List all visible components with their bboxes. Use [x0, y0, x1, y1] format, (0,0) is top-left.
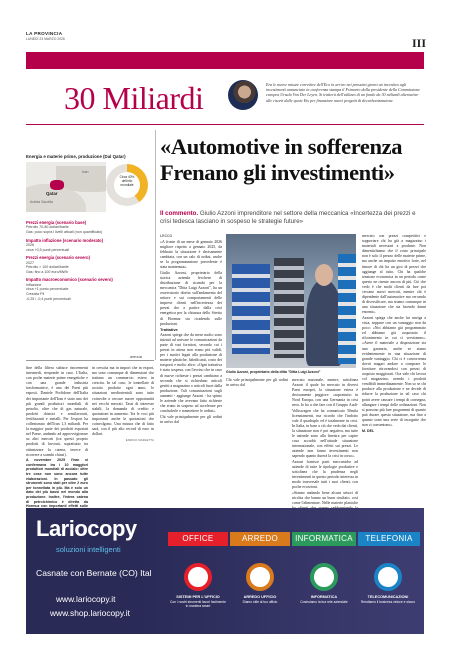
donut-chart	[106, 164, 148, 206]
info-section-header: Prezzi energia (scenario base)	[26, 220, 87, 225]
sidebar-kicker: A novembre 2025 l'Iran si confermava tra i 10 maggiori produttori mondiali di acciaio: oltre tre cose non sono ancora tutte elaborazioni. In passato gli strumenti sono stati per oltre 2 euro per tonnellata in più. Ma è solo un dato dei più bassi nel mondo alla produzione. Inoltre, l'intera catena di petrolchimico è diretta da Hormuz con importanti effetti sulle	[26, 458, 88, 509]
col3-p2: Azzoni spiega che anche lui naviga a vista, seppure con un vantaggio non da poco: «Noi abbiamo già programmato ed abbiamo già acquistato il rifornimento in cui ci serviranno». «Avere il materiale a disposizione sia una garanzia, anche se siamo evidentemente in una situazione di grande vantaggio. Chi ci è concorrenza dovrà magari andare a comprare le forniture ritrovandosi con prezzi di acquisto maggiorati. Ora vale chi lavora col magazzino, avendo i prodotti vendibili immediatamente. Non so se chi produce alla produzione e ne decide di ridurre la produzione in tal caso chi potrà avere causare i tempi di consegna, allungare i tempi delle ordinazioni. Non si possono più fare programmi di quanto può durare questa situazione, ma fino a quanto sono una serie di incognite che non ci consentono».	[362, 316, 426, 427]
sidebar-col1-text: fine della filiera subisce rincrementi intermedi, riesponde in caso. L'Italia, con poche materie prime energetiche e con una grande industria trasformatrice, è uno dei Paesi più esposti. Daniele Porfidone dell'Italia dei importante dell'Iran è stato uno dei più grandi produttori mondiali di petrolio, oltre che di gas naturale, prodotti chimici e semilavorati, fertilizzanti e metalli. Per l'export ha collezionato dell'Iran 1,3 miliardi. Per la maggior parte dei prodotti esportati nel Paese, andando ad approvvigionare su altri mercati (tra questi proprio prodotti di lavorati, soprattutto tra ottimizzare la catena, invece di ricorrere a scambi chiusi).	[26, 366, 88, 457]
tab-arredo: ARREDO	[230, 532, 290, 546]
infographic	[26, 130, 153, 360]
service-desc: Diamo stile al tuo ufficio	[242, 600, 278, 604]
signature: M. DEL	[362, 428, 375, 433]
service-title: SISTEMI PER L'UFFICIO	[176, 595, 220, 599]
tab-telefonia: TELEFONIA	[358, 532, 420, 546]
info-section-line: Petrolio > 100 dollari/barile	[26, 265, 69, 270]
map-label-iran: Iran	[82, 170, 89, 174]
service-desc: Rendiamo il business veloce e sicuro	[360, 600, 416, 604]
article-title-line2: Frenano gli investimenti»	[160, 160, 395, 185]
col2-p1: mercato nazionale, mentre, sottolinea Azzoni il quale ha mercato in diversi Paesi europei, la situazione estera è decisamente peggiore: «soprattutto in Nord Europa, con una Germania in crisi nera. Io ho a che fare con il Gruppo Audi-Volkswagen che ha comunicato 50mila licenziamenti, ma ricordo che l'indotto vale il quadruplo ed è totalmente in crisi. In Italia, in base a ciò che vedo dai clienti, la situazione non è poi negativa, ma tutte le aziende sono alla finestra per capire cosa accadrà nell'attuale situazione internazionale, con effetti sui prezzi. Le aziende non fanno investimenti non sapendo quanto durerà la crisi in corso».	[292, 378, 358, 459]
article-kicker: Il commento.	[160, 210, 199, 217]
service-title: ARREDO UFFICIO	[243, 595, 277, 599]
col1-p4: Chi vale principalmente per gli ordini in arrivo dal	[160, 414, 222, 424]
chair-icon	[246, 563, 274, 591]
service-office	[170, 563, 226, 608]
cloud-icon	[310, 563, 338, 591]
service-desc: Con i nostri strumenti lavori facilmente in maniera smart	[170, 600, 226, 609]
info-section-line: Crescita Pil	[26, 291, 45, 296]
info-section-line: Petrolio 70-80 dollari/barile	[26, 225, 69, 230]
article-title	[160, 134, 426, 186]
map-label-saudi: Arabia Saudita	[30, 200, 53, 204]
photo-caption: Giulio Azzoni, proprietario della ditta "Ditta Luigi Azzoni"	[226, 370, 321, 374]
service-desc: Costruiamo la tua rete aziendale	[300, 600, 348, 604]
article-col-1	[160, 234, 222, 425]
printer-icon	[184, 563, 212, 591]
col3-p1: mercato con prezzi competitivi e sopportare chi ha già a magazzino i materiali necessari a produrre. Non dimentichiamo che il costo principale non è solo il prezzo delle materie prime, ma anche un impatto emotivo forte, nel timore di chi ha un giro di prezzi che aggiunge al tutto. Chi ha qualche tensione economica in un periodo come questo ne risente ancora di più. Ciò che vedo è che molti clienti da fare poi cercano nuovi mercati, mentre chi è dipendente dall'automotive ma cercando di diversificare, ma stiamo comunque in una situazione che sta facendo danni enormi».	[362, 234, 426, 315]
info-section-line: Gas: fino a 100 euro/MWh	[26, 269, 68, 274]
article-title-line1: «Automotive in sofferenza	[160, 134, 403, 159]
info-section-line: circa +0,5 punti percentuali	[26, 247, 70, 252]
quote-text: Era le nuove misure correttive dell'Eco in arrivo nei prossimi giorni un incentivo agli investimenti annunciato in conferenza stampa il Frimario dalla presidente della Commissione europea Ursula Von Der Leyen. Si tratterà dell'utilizzo di un fondo da 30 miliardi alternative alle risorti dalle quote Ets per finanziare nuovi progetti di decarbonizzazione.	[266, 82, 421, 103]
ad-tagline: soluzioni intelligenti	[56, 545, 121, 554]
issue-date: LUNEDÌ 23 MARZO 2026	[26, 37, 65, 41]
ad-brand: Lariocopy	[36, 516, 137, 541]
service-arredo	[232, 563, 288, 604]
info-section	[26, 255, 153, 274]
article-col-2a	[226, 378, 288, 389]
article-subtitle	[160, 210, 426, 226]
info-section-line: -0,25 / -0,4 punti percentuali	[26, 296, 71, 301]
col2-p3: «Stanno andando bene alcuni settori di nicchia che hanno un buon risultato, così come l'alimentare. Nelle materie plastiche	[292, 491, 358, 506]
article-photo	[226, 234, 356, 368]
col1-p2: Giulio Azzoni, proprietario della storica azienda lecchese di distribuzione di ricambi per la meccanica "Ditta Luigi Azzoni", ha un osservatorio diretto sull'andamento del settore e sui comportamenti delle imprese clienti nell'incertezza dei prezzi che a partire dalla crisi energetica per la chiusura dello Stretto di Hormuz sta ricadendo sulle produzioni.	[160, 270, 222, 326]
info-section	[26, 238, 153, 253]
infographic-title: Energia e materie prime, produzione (Dal Qatar)	[26, 154, 126, 159]
tab-informatica: INFORMATICA	[292, 532, 356, 546]
sidebar-col2-text: in crescita ma in import che in export, ma sono comunque di dimensioni che trattano un commercio estero in crescita. In tal caso, le tonnellate di acciaio prodotte ogni anno, le situazioni mediorientali sono tutte coinvolte a cercare nuove opportunità nei vecchi mercati. Tassi di interesse stabili, la domanda di credito e quotazioni in aumento. Tra le voci più importanti anche le quotazioni che coinvolgono. Una misura che di fatto sarà, con il più alto record di euro in dollari.	[92, 366, 154, 437]
service-title: INFORMATICA	[310, 595, 338, 599]
info-section-line: circa +1 punto percentuale	[26, 287, 69, 292]
portrait-photo	[228, 80, 258, 110]
big-number: 30 Miliardi	[64, 80, 204, 116]
page-number: III	[412, 36, 427, 50]
col2a-p1: Chi vale principalmente per gli ordini in arrivo dal	[226, 378, 288, 388]
info-section-line: Inflazione	[26, 282, 42, 287]
section-head: Trattative	[160, 327, 178, 333]
map-label-qatar: Qatar	[46, 191, 58, 196]
info-section-line: 2027	[26, 260, 34, 265]
ad-address: Casnate con Bernate (CO) Ital	[36, 568, 152, 578]
info-section-header: Impatto macroeconomico (scenario severo)	[26, 277, 113, 283]
service-title: TELECOMUNICAZIONI	[367, 595, 409, 599]
sidebar-credit: ENRICO MARLETTA	[125, 437, 154, 442]
info-section-header: Prezzi energia (scenario severo)	[26, 255, 91, 261]
article-col-3	[362, 234, 426, 434]
map-graphic	[26, 162, 106, 212]
masthead-band	[26, 52, 424, 69]
paper-name: LA PROVINCIA	[26, 31, 63, 36]
col1-p1: «A fronte di un mese di gennaio 2026 migliore rispetto a gennaio 2025, da febbraio la situazione è decisamente cambiata, con un calo di ordini, anche se la programmazione precedente è stata mantenuta».	[160, 239, 222, 270]
service-telefonia	[360, 563, 416, 604]
service-informatica	[296, 563, 352, 604]
article-col-2	[292, 378, 358, 527]
sidebar-col-1	[26, 366, 88, 514]
info-section-header: Impatto inflazione (scenario moderato)	[26, 237, 104, 243]
radio-icon	[374, 563, 402, 591]
byline: LECCO	[160, 234, 173, 238]
info-section-line: 2026	[26, 243, 34, 247]
ad-website[interactable]: www.lariocopy.it	[56, 594, 116, 604]
col1-p3: Azzoni spiega che da mese molto sono iniziati ad arrivare le comunicazioni da parte di vari fornitori, secondo cui i prezzi in attesa non erano più validi, per i motivi legati alla produzione di materie plastiche, lubrificanti, costo dei trasporti e molto altro: «Ogni trattativa è stata sospesa, con l'avviso che in caso di nuove richieste i prezzi cambiano a seconda che si richiedano articoli gestiti a magazzino o articoli fuori dalla produzione. Tali comunicazioni sugli aumenti - aggiunge Azzoni - ha spinto le aziende che avevano fatto richieste che erano in sospeso ad accelerare per concluderle e trasmettere le ordini».	[160, 332, 223, 414]
tab-office: OFFICE	[168, 532, 228, 546]
donut-label: Circa 40% dell'elio mondiale	[119, 175, 135, 187]
info-section	[26, 277, 153, 301]
info-section-line: Gas: poco sopra i livelli attuali (non quantificato)	[26, 230, 103, 234]
col2-p2: Azzoni fornisce parti meccaniche ad aziende di tutte le tipologie produttive e sottolinea che la prudenza negli investimenti in questo periodo interessa in modo trasversale tutti i suoi clienti, con poche eccezioni.	[292, 460, 358, 490]
info-section	[26, 220, 153, 235]
infographic-credit: WITHUB	[130, 355, 142, 359]
infographic-sections	[26, 220, 153, 304]
ad-shop[interactable]: www.shop.lariocopy.it	[50, 608, 130, 618]
article-subtitle-text: Giulio Azzoni imprenditore nel settore della meccanica «Incertezza dei prezzi e crisi tedesca lasciano in sospeso le strategie future»	[160, 210, 416, 225]
sidebar-col-2	[92, 366, 154, 443]
